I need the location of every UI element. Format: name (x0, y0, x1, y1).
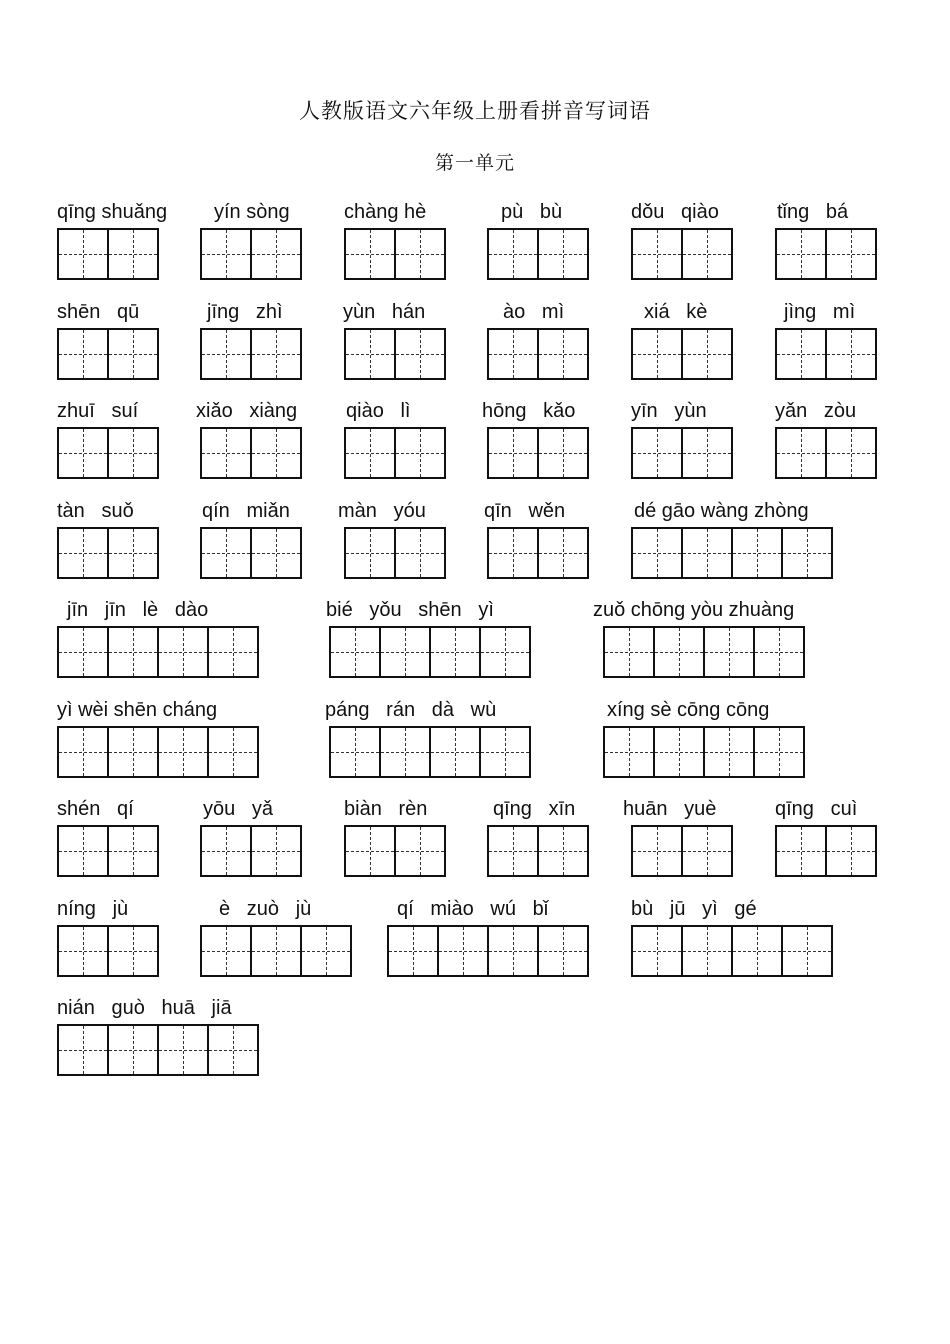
writing-grid (344, 825, 446, 877)
pinyin-label: níng jù (57, 897, 129, 920)
pinyin-label: biàn rèn (344, 798, 428, 820)
tianzige-cell[interactable] (252, 825, 302, 875)
writing-grid (329, 626, 531, 678)
pinyin-label: yùn hán (343, 300, 426, 323)
tianzige-cell[interactable] (59, 726, 109, 776)
writing-grid (344, 427, 446, 479)
writing-grid (631, 328, 733, 380)
pinyin-label: tǐng bá (777, 201, 849, 223)
writing-grid (57, 228, 159, 280)
pinyin-label: xiá kè (644, 300, 708, 323)
writing-grid (344, 328, 446, 380)
tianzige-cell[interactable] (252, 427, 302, 477)
tianzige-cell[interactable] (202, 925, 252, 975)
writing-grid (631, 925, 833, 977)
writing-grid (329, 726, 531, 778)
tianzige-cell[interactable] (683, 825, 733, 875)
writing-grid (387, 925, 589, 977)
writing-grid (200, 825, 302, 877)
tianzige-cell[interactable] (539, 228, 589, 278)
pinyin-label: tàn suǒ (57, 499, 134, 522)
pinyin-label: chàng hè (344, 201, 427, 223)
tianzige-cell[interactable] (539, 925, 589, 975)
tianzige-cell[interactable] (109, 925, 159, 975)
tianzige-cell[interactable] (109, 527, 159, 577)
tianzige-cell[interactable] (633, 925, 683, 975)
tianzige-cell[interactable] (439, 925, 489, 975)
pinyin-label: zhuī suí (57, 400, 139, 422)
tianzige-cell[interactable] (489, 925, 539, 975)
pinyin-label: páng rán dà wù (325, 698, 497, 721)
pinyin-label: yīn yùn (631, 400, 707, 422)
writing-grid (631, 825, 733, 877)
writing-grid (57, 626, 259, 678)
tianzige-cell[interactable] (777, 427, 827, 477)
tianzige-cell[interactable] (633, 825, 683, 875)
tianzige-cell[interactable] (489, 527, 539, 577)
tianzige-cell[interactable] (209, 626, 259, 676)
writing-grid (200, 925, 352, 977)
tianzige-cell[interactable] (777, 328, 827, 378)
tianzige-cell[interactable] (59, 626, 109, 676)
writing-grid (344, 527, 446, 579)
tianzige-cell[interactable] (109, 825, 159, 875)
writing-grid (57, 1024, 259, 1076)
tianzige-cell[interactable] (202, 527, 252, 577)
writing-grid (200, 527, 302, 579)
tianzige-cell[interactable] (252, 527, 302, 577)
tianzige-cell[interactable] (683, 328, 733, 378)
pinyin-label: bié yǒu shēn yì (326, 599, 494, 621)
tianzige-cell[interactable] (481, 726, 531, 776)
pinyin-label: shēn qū (57, 300, 140, 323)
tianzige-cell[interactable] (396, 825, 446, 875)
tianzige-cell[interactable] (705, 626, 755, 676)
writing-grid (487, 527, 589, 579)
tianzige-cell[interactable] (683, 427, 733, 477)
pinyin-label: qí miào wú bǐ (397, 897, 549, 920)
writing-grid (775, 228, 877, 280)
writing-grid (775, 825, 877, 877)
pinyin-label: yǎn zòu (775, 400, 857, 422)
tianzige-cell[interactable] (159, 1024, 209, 1074)
tianzige-cell[interactable] (59, 427, 109, 477)
pinyin-label: qīng shuǎng (57, 201, 168, 223)
pinyin-label: è zuò jù (219, 897, 312, 920)
tianzige-cell[interactable] (252, 925, 302, 975)
tianzige-cell[interactable] (381, 626, 431, 676)
writing-grid (487, 427, 589, 479)
pinyin-label: ào mì (503, 300, 565, 323)
tianzige-cell[interactable] (539, 527, 589, 577)
tianzige-cell[interactable] (705, 726, 755, 776)
tianzige-cell[interactable] (683, 228, 733, 278)
pinyin-label: yín sòng (214, 201, 290, 223)
tianzige-cell[interactable] (777, 825, 827, 875)
tianzige-cell[interactable] (755, 626, 805, 676)
pinyin-label: shén qí (57, 798, 134, 820)
tianzige-cell[interactable] (202, 228, 252, 278)
tianzige-cell[interactable] (202, 427, 252, 477)
writing-grid (603, 626, 805, 678)
tianzige-cell[interactable] (252, 228, 302, 278)
tianzige-cell[interactable] (331, 726, 381, 776)
tianzige-cell[interactable] (539, 825, 589, 875)
tianzige-cell[interactable] (202, 328, 252, 378)
tianzige-cell[interactable] (489, 427, 539, 477)
tianzige-cell[interactable] (431, 726, 481, 776)
tianzige-cell[interactable] (109, 427, 159, 477)
tianzige-cell[interactable] (633, 527, 683, 577)
tianzige-cell[interactable] (777, 228, 827, 278)
tianzige-cell[interactable] (605, 726, 655, 776)
tianzige-cell[interactable] (683, 527, 733, 577)
pinyin-label: qīng xīn (493, 798, 576, 820)
tianzige-cell[interactable] (431, 626, 481, 676)
tianzige-cell[interactable] (59, 328, 109, 378)
tianzige-cell[interactable] (346, 427, 396, 477)
writing-grid (775, 328, 877, 380)
writing-grid (57, 328, 159, 380)
tianzige-cell[interactable] (109, 328, 159, 378)
pinyin-label: yì wèi shēn cháng (57, 698, 218, 721)
tianzige-cell[interactable] (346, 825, 396, 875)
pinyin-label: hōng kǎo (482, 400, 576, 422)
tianzige-cell[interactable] (396, 328, 446, 378)
pinyin-label: xiǎo xiàng (196, 400, 298, 422)
tianzige-cell[interactable] (633, 228, 683, 278)
tianzige-cell[interactable] (331, 626, 381, 676)
tianzige-cell[interactable] (633, 328, 683, 378)
writing-grid (631, 527, 833, 579)
pinyin-label: qín miǎn (202, 499, 290, 522)
tianzige-cell[interactable] (109, 1024, 159, 1074)
tianzige-cell[interactable] (539, 427, 589, 477)
pinyin-label: qiào lì (346, 400, 411, 422)
tianzige-cell[interactable] (396, 427, 446, 477)
writing-grid (631, 228, 733, 280)
writing-grid (487, 328, 589, 380)
tianzige-cell[interactable] (733, 527, 783, 577)
tianzige-cell[interactable] (655, 626, 705, 676)
tianzige-cell[interactable] (209, 726, 259, 776)
tianzige-cell[interactable] (481, 626, 531, 676)
unit-heading: 第一单元 (434, 152, 515, 174)
pinyin-label: bù jū yì gé (631, 897, 757, 920)
tianzige-cell[interactable] (389, 925, 439, 975)
writing-grid (487, 228, 589, 280)
tianzige-cell[interactable] (252, 328, 302, 378)
pinyin-label: jīng zhì (207, 300, 283, 323)
tianzige-cell[interactable] (202, 825, 252, 875)
tianzige-cell[interactable] (346, 228, 396, 278)
tianzige-cell[interactable] (605, 626, 655, 676)
tianzige-cell[interactable] (59, 228, 109, 278)
tianzige-cell[interactable] (489, 228, 539, 278)
writing-grid (57, 427, 159, 479)
tianzige-cell[interactable] (827, 328, 877, 378)
tianzige-cell[interactable] (755, 726, 805, 776)
writing-grid (200, 228, 302, 280)
writing-grid (775, 427, 877, 479)
tianzige-cell[interactable] (827, 825, 877, 875)
pinyin-label: jīn jīn lè dào (67, 599, 209, 621)
tianzige-cell[interactable] (396, 228, 446, 278)
tianzige-cell[interactable] (489, 328, 539, 378)
tianzige-cell[interactable] (396, 527, 446, 577)
tianzige-cell[interactable] (109, 228, 159, 278)
pinyin-label: huān yuè (623, 798, 717, 820)
tianzige-cell[interactable] (209, 1024, 259, 1074)
pinyin-label: yōu yǎ (203, 798, 274, 820)
tianzige-cell[interactable] (109, 626, 159, 676)
pinyin-label: dé gāo wàng zhòng (634, 499, 809, 522)
tianzige-cell[interactable] (827, 427, 877, 477)
tianzige-cell[interactable] (827, 228, 877, 278)
pinyin-label: màn yóu (338, 499, 426, 522)
pinyin-label: nián guò huā jiā (57, 997, 232, 1019)
tianzige-cell[interactable] (783, 527, 833, 577)
tianzige-cell[interactable] (381, 726, 431, 776)
tianzige-cell[interactable] (539, 328, 589, 378)
tianzige-cell[interactable] (633, 427, 683, 477)
tianzige-cell[interactable] (655, 726, 705, 776)
writing-grid (631, 427, 733, 479)
tianzige-cell[interactable] (346, 328, 396, 378)
pinyin-label: qīng cuì (775, 798, 858, 820)
pinyin-label: qīn wěn (484, 499, 566, 522)
tianzige-cell[interactable] (346, 527, 396, 577)
writing-grid (344, 228, 446, 280)
tianzige-cell[interactable] (489, 825, 539, 875)
tianzige-cell[interactable] (159, 726, 209, 776)
tianzige-cell[interactable] (302, 925, 352, 975)
tianzige-cell[interactable] (733, 925, 783, 975)
writing-grid (487, 825, 589, 877)
pinyin-label: xíng sè cōng cōng (607, 698, 770, 721)
page-title: 人教版语文六年级上册看拼音写词语 (299, 99, 651, 123)
pinyin-label: jìng mì (784, 300, 856, 323)
tianzige-cell[interactable] (783, 925, 833, 975)
tianzige-cell[interactable] (683, 925, 733, 975)
writing-grid (57, 527, 159, 579)
writing-grid (200, 427, 302, 479)
writing-grid (57, 726, 259, 778)
tianzige-cell[interactable] (159, 626, 209, 676)
pinyin-label: dǒu qiào (631, 201, 719, 223)
writing-grid (603, 726, 805, 778)
tianzige-cell[interactable] (59, 527, 109, 577)
tianzige-cell[interactable] (109, 726, 159, 776)
tianzige-cell[interactable] (59, 1024, 109, 1074)
pinyin-label: pù bù (501, 201, 563, 223)
writing-grid (57, 825, 159, 877)
writing-grid (200, 328, 302, 380)
tianzige-cell[interactable] (59, 925, 109, 975)
pinyin-label: zuǒ chōng yòu zhuàng (593, 599, 795, 621)
writing-grid (57, 925, 159, 977)
tianzige-cell[interactable] (59, 825, 109, 875)
